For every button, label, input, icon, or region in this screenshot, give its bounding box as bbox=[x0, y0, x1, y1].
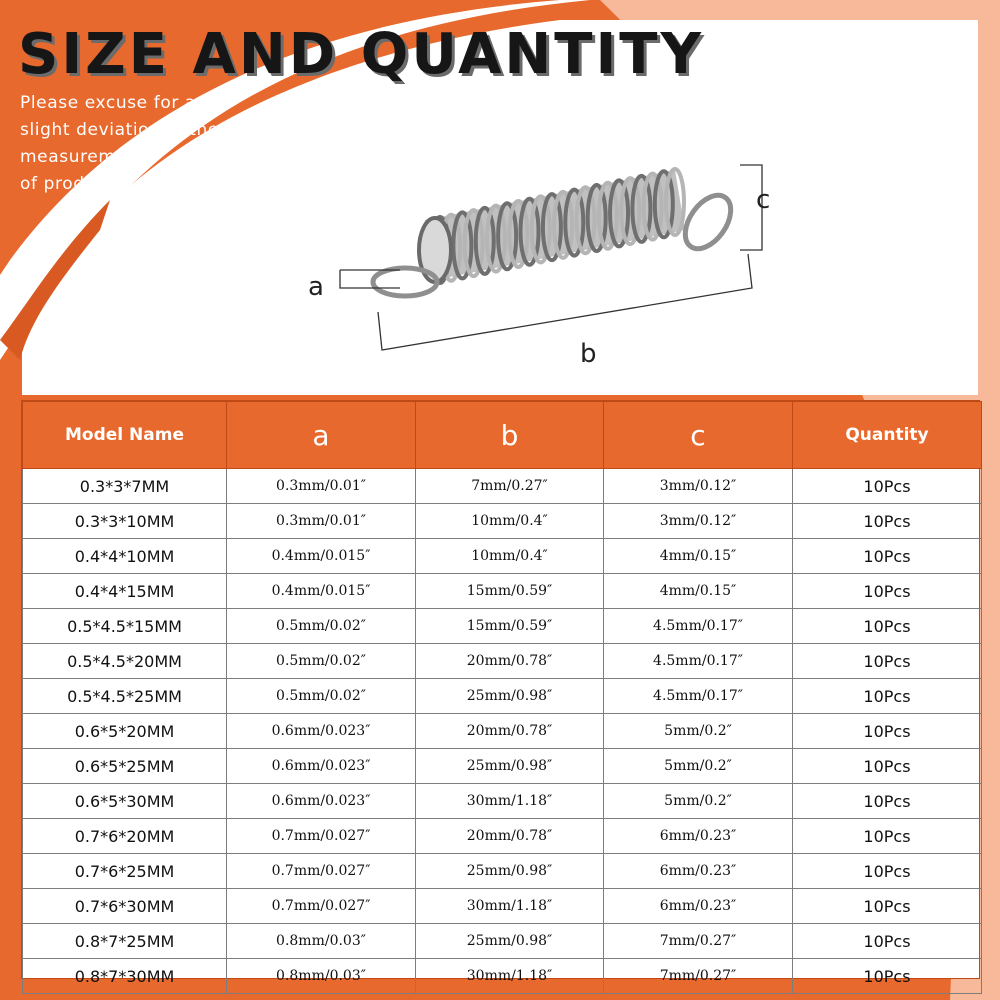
cell-qty: 10Pcs bbox=[793, 679, 982, 714]
cell-model: 0.5*4.5*15MM bbox=[23, 609, 227, 644]
cell-c: 6mm/0.23″ bbox=[604, 819, 793, 854]
cell-c: 4.5mm/0.17″ bbox=[604, 679, 793, 714]
cell-model: 0.7*6*25MM bbox=[23, 854, 227, 889]
cell-model: 0.3*3*10MM bbox=[23, 504, 227, 539]
table-row bbox=[23, 924, 982, 959]
header-c: c bbox=[604, 402, 793, 469]
cell-b: 20mm/0.78″ bbox=[416, 819, 604, 854]
cell-c: 4mm/0.15″ bbox=[604, 574, 793, 609]
cell-qty: 10Pcs bbox=[793, 644, 982, 679]
cell-b: 25mm/0.98″ bbox=[416, 679, 604, 714]
cell-a: 0.8mm/0.03″ bbox=[227, 924, 416, 959]
cell-c: 7mm/0.27″ bbox=[604, 924, 793, 959]
cell-c: 6mm/0.23″ bbox=[604, 889, 793, 924]
dimension-label-b: b bbox=[580, 339, 597, 369]
cell-a: 0.7mm/0.027″ bbox=[227, 889, 416, 924]
cell-model: 0.7*6*20MM bbox=[23, 819, 227, 854]
cell-b: 10mm/0.4″ bbox=[416, 504, 604, 539]
cell-c: 6mm/0.23″ bbox=[604, 854, 793, 889]
cell-c: 5mm/0.2″ bbox=[604, 784, 793, 819]
header-b: b bbox=[416, 402, 604, 469]
cell-a: 0.7mm/0.027″ bbox=[227, 819, 416, 854]
cell-b: 15mm/0.59″ bbox=[416, 574, 604, 609]
table-row bbox=[23, 714, 982, 749]
cell-a: 0.5mm/0.02″ bbox=[227, 679, 416, 714]
cell-qty: 10Pcs bbox=[793, 749, 982, 784]
cell-c: 5mm/0.2″ bbox=[604, 714, 793, 749]
header-a: a bbox=[227, 402, 416, 469]
cell-qty: 10Pcs bbox=[793, 959, 982, 994]
size-table-container bbox=[21, 400, 980, 986]
cell-qty: 10Pcs bbox=[793, 609, 982, 644]
table-row bbox=[23, 539, 982, 574]
cell-qty: 10Pcs bbox=[793, 714, 982, 749]
cell-b: 30mm/1.18″ bbox=[416, 784, 604, 819]
cell-qty: 10Pcs bbox=[793, 784, 982, 819]
cell-qty: 10Pcs bbox=[793, 819, 982, 854]
table-row bbox=[23, 644, 982, 679]
cell-b: 25mm/0.98″ bbox=[416, 924, 604, 959]
table-row bbox=[23, 469, 982, 504]
table-row bbox=[23, 609, 982, 644]
page-title: SIZE AND QUANTITY bbox=[18, 22, 705, 87]
cell-b: 7mm/0.27″ bbox=[416, 469, 604, 504]
cell-qty: 10Pcs bbox=[793, 539, 982, 574]
cell-model: 0.8*7*30MM bbox=[23, 959, 227, 994]
table-row bbox=[23, 504, 982, 539]
cell-c: 4.5mm/0.17″ bbox=[604, 644, 793, 679]
cell-c: 4.5mm/0.17″ bbox=[604, 609, 793, 644]
measurement-disclaimer: Please excuse for a slight deviation in the measurements of product. bbox=[20, 93, 219, 194]
cell-model: 0.4*4*15MM bbox=[23, 574, 227, 609]
cell-a: 0.7mm/0.027″ bbox=[227, 854, 416, 889]
cell-qty: 10Pcs bbox=[793, 574, 982, 609]
cell-model: 0.6*5*30MM bbox=[23, 784, 227, 819]
cell-b: 25mm/0.98″ bbox=[416, 854, 604, 889]
cell-b: 10mm/0.4″ bbox=[416, 539, 604, 574]
table-row bbox=[23, 679, 982, 714]
cell-a: 0.3mm/0.01″ bbox=[227, 469, 416, 504]
cell-qty: 10Pcs bbox=[793, 924, 982, 959]
size-table bbox=[22, 401, 982, 994]
header-model-name: Model Name bbox=[23, 402, 227, 469]
table-row bbox=[23, 749, 982, 784]
table-row bbox=[23, 889, 982, 924]
cell-c: 5mm/0.2″ bbox=[604, 749, 793, 784]
cell-a: 0.6mm/0.023″ bbox=[227, 784, 416, 819]
cell-model: 0.7*6*30MM bbox=[23, 889, 227, 924]
cell-b: 20mm/0.78″ bbox=[416, 644, 604, 679]
cell-model: 0.5*4.5*20MM bbox=[23, 644, 227, 679]
cell-b: 15mm/0.59″ bbox=[416, 609, 604, 644]
cell-qty: 10Pcs bbox=[793, 469, 982, 504]
cell-model: 0.4*4*10MM bbox=[23, 539, 227, 574]
cell-a: 0.3mm/0.01″ bbox=[227, 504, 416, 539]
cell-b: 20mm/0.78″ bbox=[416, 714, 604, 749]
table-row bbox=[23, 959, 982, 994]
spring-diagram bbox=[300, 150, 800, 380]
cell-c: 4mm/0.15″ bbox=[604, 539, 793, 574]
spring-hook-left bbox=[373, 268, 437, 296]
dimension-label-a: a bbox=[308, 272, 324, 302]
cell-a: 0.6mm/0.023″ bbox=[227, 714, 416, 749]
cell-qty: 10Pcs bbox=[793, 854, 982, 889]
cell-model: 0.3*3*7MM bbox=[23, 469, 227, 504]
header-quantity: Quantity bbox=[793, 402, 982, 469]
cell-a: 0.5mm/0.02″ bbox=[227, 609, 416, 644]
cell-a: 0.8mm/0.03″ bbox=[227, 959, 416, 994]
table-row bbox=[23, 854, 982, 889]
cell-b: 30mm/1.18″ bbox=[416, 959, 604, 994]
cell-qty: 10Pcs bbox=[793, 889, 982, 924]
cell-b: 30mm/1.18″ bbox=[416, 889, 604, 924]
cell-qty: 10Pcs bbox=[793, 504, 982, 539]
cell-model: 0.6*5*25MM bbox=[23, 749, 227, 784]
cell-a: 0.4mm/0.015″ bbox=[227, 539, 416, 574]
table-row bbox=[23, 574, 982, 609]
table-row bbox=[23, 819, 982, 854]
cell-b: 25mm/0.98″ bbox=[416, 749, 604, 784]
cell-model: 0.8*7*25MM bbox=[23, 924, 227, 959]
cell-c: 7mm/0.27″ bbox=[604, 959, 793, 994]
cell-c: 3mm/0.12″ bbox=[604, 504, 793, 539]
dimension-label-c: c bbox=[756, 185, 771, 215]
cell-a: 0.5mm/0.02″ bbox=[227, 644, 416, 679]
spring-coil-body bbox=[419, 169, 685, 283]
cell-a: 0.4mm/0.015″ bbox=[227, 574, 416, 609]
table-header-row bbox=[23, 402, 982, 469]
table-row bbox=[23, 784, 982, 819]
cell-model: 0.6*5*20MM bbox=[23, 714, 227, 749]
cell-a: 0.6mm/0.023″ bbox=[227, 749, 416, 784]
cell-model: 0.5*4.5*25MM bbox=[23, 679, 227, 714]
cell-c: 3mm/0.12″ bbox=[604, 469, 793, 504]
